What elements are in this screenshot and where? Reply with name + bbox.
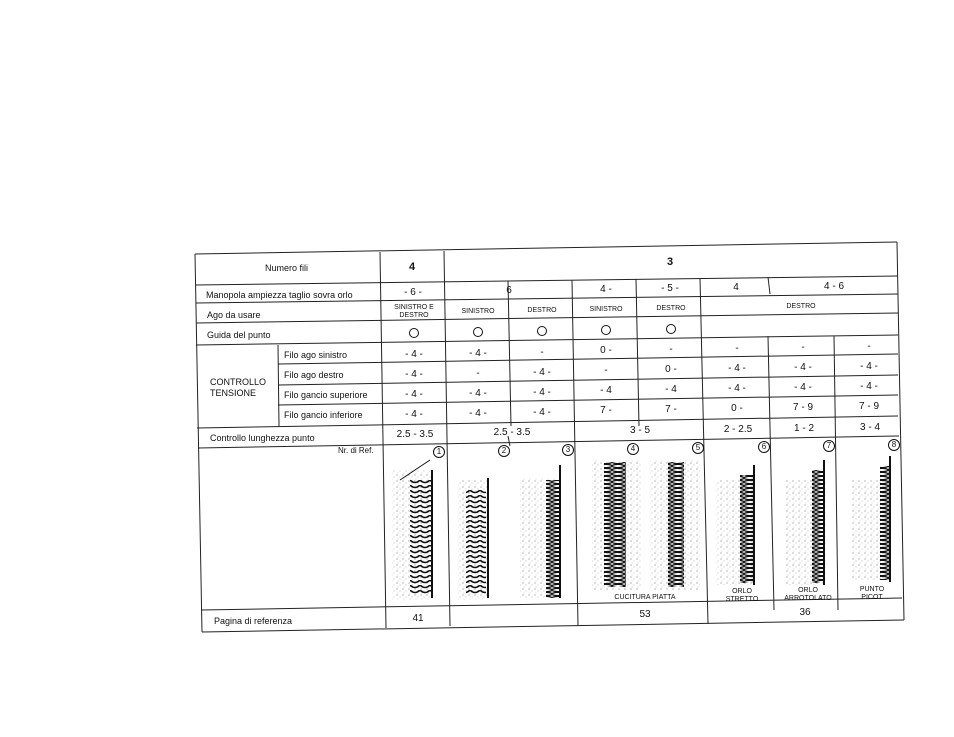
tension-value: - 4 - xyxy=(469,407,487,419)
ref-number: 5 xyxy=(692,442,704,454)
guida-symbol xyxy=(601,325,611,335)
caption-line: PUNTO xyxy=(859,586,885,593)
tension-value: 7 - 9 xyxy=(792,401,814,413)
tension-value: - 4 - xyxy=(469,387,487,399)
ago-sinistro-e-destro xyxy=(394,304,434,320)
manopola-value: 4 - 6 xyxy=(823,281,845,292)
label-controllo-tensione: CONTROLLO xyxy=(210,377,267,387)
caption-line: ORLO xyxy=(798,587,818,594)
tension-value: - 4 - xyxy=(469,347,487,359)
label-filo-gancio-inferiore: Filo gancio inferiore xyxy=(284,410,363,420)
label-filo-ago-sinistro: Filo ago sinistro xyxy=(284,350,348,360)
label-numero-fili: Numero fili xyxy=(265,263,309,273)
tension-value: - 4 - xyxy=(728,383,746,394)
tension-value: - xyxy=(476,367,480,379)
caption-line: PICOT xyxy=(861,594,883,601)
ref-number: 1 xyxy=(433,446,445,458)
manopola-value: 4 - xyxy=(600,284,612,295)
tension-value: 0 - xyxy=(665,364,677,376)
tension-value: - xyxy=(867,340,871,352)
lunghezza-value: 3 - 5 xyxy=(629,425,651,436)
guida-symbol xyxy=(473,327,483,337)
tension-value: - 4 - xyxy=(405,409,423,420)
label-filo-ago-destro: Filo ago destro xyxy=(284,370,344,380)
caption-punto-picot xyxy=(860,586,884,602)
stitch-6 xyxy=(716,465,756,585)
tension-value: - 4 - xyxy=(860,360,878,372)
caption-cucitura-piatta: CUCITURA PIATTA xyxy=(614,594,676,601)
tension-value: 0 - xyxy=(731,403,743,414)
tension-value: - xyxy=(669,344,673,356)
tension-value: - 4 xyxy=(665,384,677,396)
label-nr-ref: Nr. di Ref. xyxy=(338,446,374,455)
ago-destro: DESTRO xyxy=(786,303,816,310)
guida-symbol xyxy=(666,324,676,334)
manopola-value: 4 xyxy=(733,282,739,293)
stitch-7 xyxy=(786,460,826,585)
stitch-4 xyxy=(592,460,642,590)
tension-value: 7 - xyxy=(600,405,612,417)
caption-line: STRETTO xyxy=(725,596,759,603)
ago-destro: DESTRO xyxy=(527,307,557,314)
lunghezza-value: 2.5 - 3.5 xyxy=(396,429,434,440)
ref-number: 8 xyxy=(888,439,900,451)
label-pagina: Pagina di referenza xyxy=(214,616,293,626)
tension-value: - 4 - xyxy=(533,406,551,418)
stitch-8 xyxy=(852,456,890,582)
pagina-value: 53 xyxy=(639,609,651,620)
manopola-value: 6 xyxy=(506,285,512,296)
ref-number: 3 xyxy=(562,444,574,456)
label-guida: Guida del punto xyxy=(207,330,271,340)
caption-line: ORLO xyxy=(732,588,752,595)
tension-value: - 4 - xyxy=(728,363,746,374)
pagina-value: 36 xyxy=(799,607,811,618)
ref-number: 4 xyxy=(627,443,639,455)
tension-value: - 4 - xyxy=(794,381,812,393)
tension-value: 7 - xyxy=(665,404,677,416)
lunghezza-value: 2.5 - 3.5 xyxy=(493,427,531,438)
lunghezza-value: 2 - 2.5 xyxy=(723,424,753,435)
caption-line: ARROTOLATO xyxy=(784,595,832,602)
label-controllo-tensione: TENSIONE xyxy=(210,388,257,398)
ago-sinistro: SINISTRO xyxy=(589,306,623,313)
tension-value: - 4 - xyxy=(405,389,423,400)
ago-line: DESTRO xyxy=(399,312,429,319)
tension-value: - 4 - xyxy=(405,369,423,380)
label-ago: Ago da usare xyxy=(207,310,261,320)
tension-value: 7 - 9 xyxy=(858,400,880,412)
ago-sinistro: SINISTRO xyxy=(461,308,495,315)
pagina-value: 41 xyxy=(412,613,424,624)
tension-value: - xyxy=(801,341,805,353)
ago-destro: DESTRO xyxy=(656,305,686,312)
tension-value: - 4 - xyxy=(533,366,551,378)
stitch-5 xyxy=(650,460,700,590)
guida-symbol xyxy=(409,328,419,338)
manopola-value: - 5 - xyxy=(661,283,679,294)
tension-value: - xyxy=(604,365,608,377)
tension-value: 0 - xyxy=(600,345,612,357)
tension-value: - 4 - xyxy=(405,349,423,360)
caption-orlo-stretto xyxy=(726,588,759,604)
tension-value: - 4 - xyxy=(860,380,878,392)
label-controllo-lunghezza: Controllo lunghezza punto xyxy=(210,433,315,443)
tension-value: - 4 - xyxy=(794,361,812,373)
tension-value: - xyxy=(735,343,739,354)
stitch-1 xyxy=(392,460,432,600)
manopola-value: - 6 - xyxy=(404,287,422,298)
lunghezza-value: 1 - 2 xyxy=(793,423,815,434)
ref-number: 2 xyxy=(498,445,510,457)
numero-fili-4: 4 xyxy=(408,261,416,273)
tension-value: - 4 xyxy=(600,385,612,397)
ref-number: 6 xyxy=(758,441,770,453)
ago-line: SINISTRO E xyxy=(394,304,434,311)
ref-number: 7 xyxy=(823,440,835,452)
guida-symbol xyxy=(537,326,547,336)
stitch-2 xyxy=(458,478,488,600)
tension-value: - xyxy=(540,346,544,358)
lunghezza-value: 3 - 4 xyxy=(859,422,881,433)
stitch-3 xyxy=(520,465,560,598)
label-filo-gancio-superiore: Filo gancio superiore xyxy=(284,390,368,400)
numero-fili-3: 3 xyxy=(666,256,674,268)
label-manopola: Manopola ampiezza taglio sovra orlo xyxy=(206,290,353,300)
caption-orlo-arrotolato xyxy=(784,587,831,603)
tension-value: - 4 - xyxy=(533,386,551,398)
